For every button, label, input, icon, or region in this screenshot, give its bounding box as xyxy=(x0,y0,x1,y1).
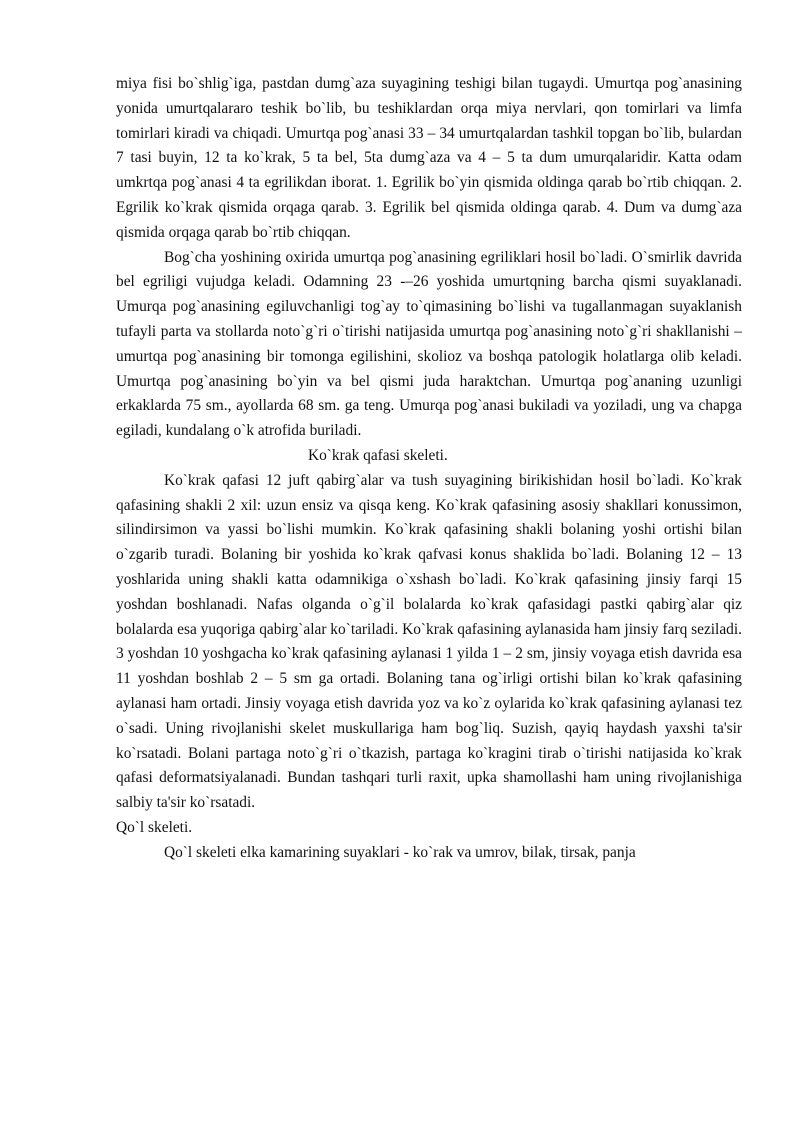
paragraph-chest-skeleton: Ko`krak qafasi 12 juft qabirg`alar va tush suyagining birikishidan hosil bo`ladi. Ko`krak qafasining shakli 2 xil: uzun ensiz va qisqa keng. Ko`krak qafasining asosiy shakllari konussimon, silindirsimon va yassi bo`lishi mumkin. Ko`krak qafasining shakli bolaning yoshi ortishi bilan o`zgarib turadi. Bolaning bir yoshida ko`krak qafvasi konus shaklida bo`ladi. Bolaning 12 – 13 yoshlarida uning shakli katta odamnikiga o`xshash bo`ladi. Ko`krak qafasining jinsiy farqi 15 yoshdan boshlanadi. Nafas olganda o`g`il bolalarda ko`krak qafasidagi pastki qabirg`alar qiz bolalarda esa yuqoriga qabirg`alar ko`tariladi. Ko`krak qafasining aylanasida ham jinsiy farq seziladi. 3 yoshdan 10 yoshgacha ko`krak qafasining aylanasi 1 yilda 1 – 2 sm, jinsiy voyaga etish davrida esa 11 yoshdan boshlab 2 – 5 sm ga ortadi. Bolaning tana og`irligi ortishi bilan ko`krak qafasining aylanasi ham ortadi. Jinsiy voyaga etish davrida yoz va ko`z oylarida ko`krak qafasining aylanasi tez o`sadi. Uning rivojlanishi skelet muskullariga ham bog`liq. Suzish, qayiq haydash yaxshi ta'sir ko`rsatadi. Bolani partaga noto`g`ri o`tkazish, partaga ko`kragini tirab o`tirishi natijasida ko`krak qafasi deformatsiyalanadi. Bundan tashqari turli raxit, upka shamollashi ham uning rivojlanishiga salbiy ta'sir ko`rsatadi. xyxy=(116,471,742,812)
paragraph-spine-development: Bog`cha yoshining oxirida umurtqa pog`anasining egriliklari hosil bo`ladi. O`smirlik davrida bel egriligi vujudga keladi. Odamning 23 -–26 yoshida umurtqning barcha qismi suyaklanadi. Umurqa pog`anasining egiluvchanligi tog`ay to`qimasining bo`lishi va tugallanmagan suyaklanish tufayli parta va stollarda noto`g`ri o`tirishi natijasida umurtqa pog`anasining noto`g`ri shakllanishi – umurtqa pog`anasining bir tomonga egilishini, skolioz va boshqa patologik holatlarga olib keladi. Umurtqa pog`anasining bo`yin va bel qismi juda haraktchan. Umurtqa pog`ananing uzunligi erkaklarda 75 sm., ayollarda 68 sm. ga teng. Umurqa pog`anasi bukiladi va yoziladi, ung va chapga egiladi, kundalang o`k atrofida buriladi. xyxy=(116,248,742,440)
section-heading-chest-skeleton: Ko`krak qafasi skeleti. xyxy=(308,446,448,464)
paragraph-arm-skeleton: Qo`l skeleti elka kamarining suyaklari - ko`rak va umrov, bilak, tirsak, panja xyxy=(164,843,636,861)
document-page xyxy=(116,72,742,866)
paragraph-spine-structure: miya fisi bo`shlig`iga, pastdan dumg`aza suyagining teshigi bilan tugaydi. Umurtqa pog`anasining yonida umurtqalararo teshik bo`lib, bu teshiklardan orqa miya nervlari, qon tomirlari va limfa tomirlari kiradi va chiqadi. Umurtqa pog`anasi 33 – 34 umurtqalardan tashkil topgan bo`lib, bulardan 7 tasi buyin, 12 ta ko`krak, 5 ta bel, 5ta dumg`aza va 4 – 5 ta dum umurqalaridir. Katta odam umkrtqa pog`anasi 4 ta egrilikdan iborat. 1. Egrilik bo`yin qismida oldinga qarab bo`rtib chiqqan. 2. Egrilik ko`krak qismida orqaga qarab. 3. Egrilik bel qismida oldinga qarab. 4. Dum va dumg`aza qismida orqaga qarab bo`rtib chiqqan. xyxy=(116,75,742,241)
section-heading-arm-skeleton: Qo`l skeleti. xyxy=(116,818,193,836)
